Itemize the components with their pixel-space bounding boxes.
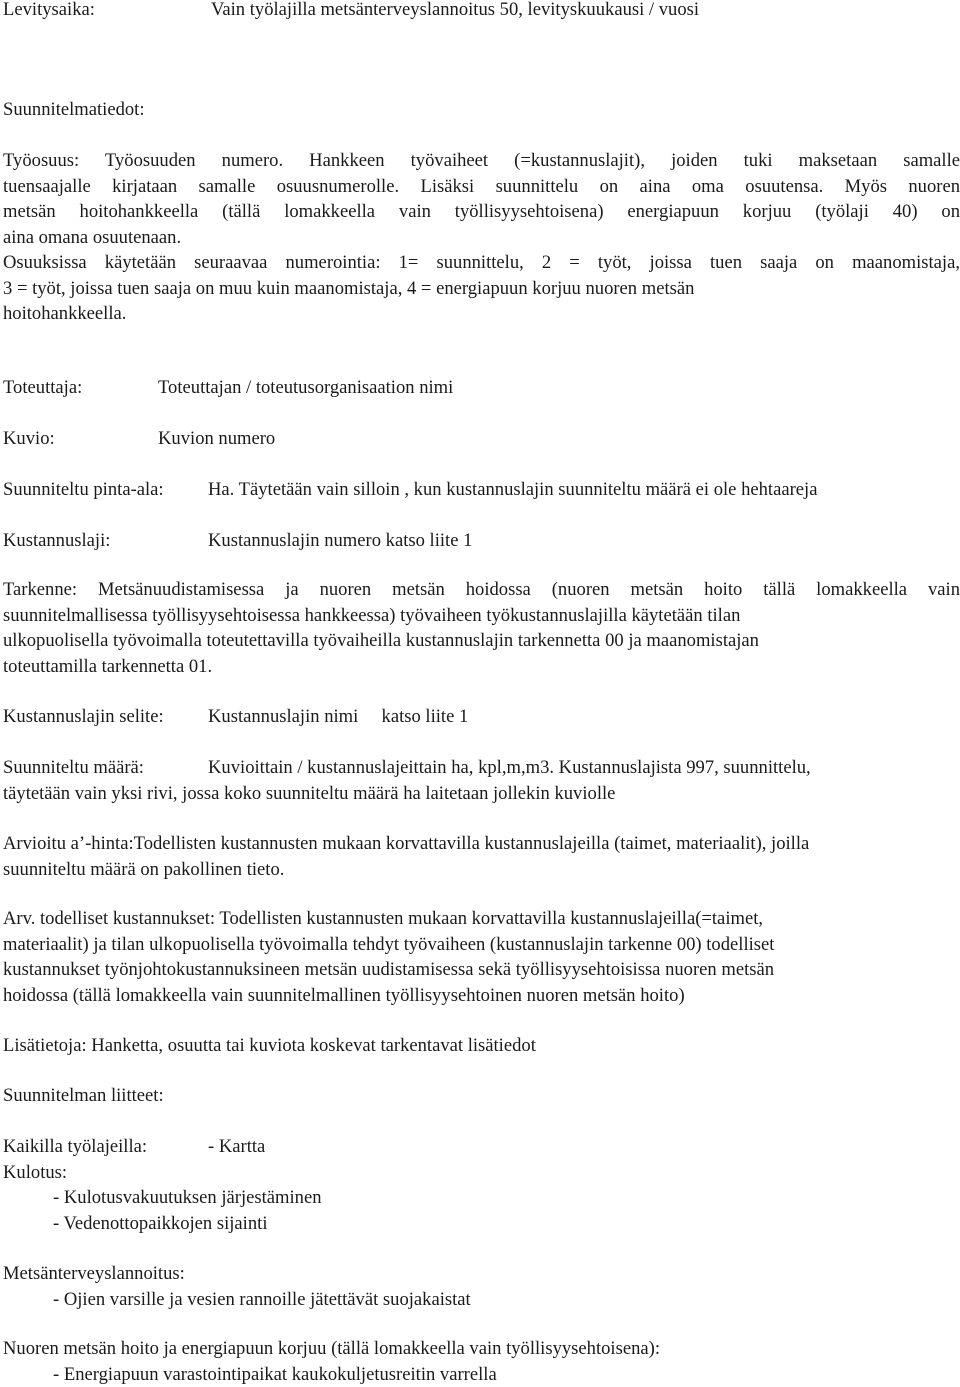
pinta-ala-row — [3, 477, 960, 503]
kaikilla-label: Kaikilla työlajeilla: — [3, 1134, 208, 1160]
tarkenne-line-4: toteuttamilla tarkennetta 01. — [3, 654, 960, 680]
kuvio-label: Kuvio: — [3, 426, 158, 452]
levitysaika-label: Levitysaika: — [3, 0, 211, 23]
kustannuslaji-value: Kustannuslajin numero katso liite 1 — [208, 530, 472, 551]
pinta-ala-label: Suunniteltu pinta-ala: — [3, 477, 208, 503]
arv-todelliset-paragraph — [3, 906, 960, 1008]
arvioitu-hinta-line-1: Arvioitu a’-hinta:Todellisten kustannusten mukaan korvattavilla kustannuslajeilla (taimet, materiaalit), joilla — [3, 831, 960, 857]
suunniteltu-maara-value: Kuvioittain / kustannuslajeittain ha, kpl,m,m3. Kustannuslajista 997, suunnittelu, — [208, 757, 811, 778]
kaikilla-value: - Kartta — [208, 1136, 265, 1157]
nuoren-metsan-label: Nuoren metsän hoito ja energiapuun korjuu (tällä lomakkeella vain työllisyysehtoisena): — [3, 1336, 960, 1362]
suunniteltu-maara-paragraph — [3, 755, 960, 806]
arvioitu-hinta-paragraph — [3, 831, 960, 882]
levitysaika-value: Vain työlajilla metsänterveyslannoitus 50, levityskuukausi / vuosi — [211, 0, 699, 20]
kulotus-label: Kulotus: — [3, 1160, 960, 1186]
toteuttaja-value: Toteuttajan / toteutusorganisaation nimi — [158, 377, 453, 398]
tyoosuus-line-5: Osuuksissa käytetään seuraavaa numerointia: 1= suunnittelu, 2 = työt, joissa tuen saaja on maanomistaja, — [3, 250, 960, 276]
tyoosuus-line-4: aina omana osuutenaan. — [3, 225, 960, 251]
kustannuslajin-selite-label: Kustannuslajin selite: — [3, 704, 208, 730]
kulotus-item-1: - Kulotusvakuutuksen järjestäminen — [3, 1185, 960, 1211]
tyoosuus-line-3: metsän hoitohankkeella (tällä lomakkeella vain työllisyysehtoisena) energiapuun korjuu (työlaji 40) on — [3, 199, 960, 225]
tyoosuus-line-2: tuensaajalle kirjataan samalle osuusnumerolle. Lisäksi suunnittelu on aina oma osuutensa. Myös nuoren — [3, 174, 960, 200]
kustannuslajin-selite-row — [3, 704, 960, 730]
tyoosuus-line-1: Työosuus: Työosuuden numero. Hankkeen työvaiheet (=kustannuslajit), joiden tuki maksetaan samalle — [3, 148, 960, 174]
suunnitelmatiedot-heading: Suunnitelmatiedot: — [3, 97, 960, 123]
toteuttaja-row — [3, 375, 960, 401]
metsanterveys-item-1: - Ojien varsille ja vesien rannoille jätettävät suojakaistat — [3, 1287, 960, 1313]
tarkenne-line-1: Tarkenne: Metsänuudistamisessa ja nuoren metsän hoidossa (nuoren metsän hoito tällä lomakkeella vain — [3, 577, 960, 603]
toteuttaja-label: Toteuttaja: — [3, 375, 158, 401]
kulotus-item-2: - Vedenottopaikkojen sijainti — [3, 1211, 960, 1237]
kuvio-value: Kuvion numero — [158, 428, 275, 449]
lisatietoja-row: Lisätietoja: Hanketta, osuutta tai kuviota koskevat tarkentavat lisätiedot — [3, 1033, 960, 1059]
metsanterveys-section — [3, 1261, 960, 1312]
nuoren-metsan-section — [3, 1336, 960, 1387]
arv-todelliset-line-2: materiaalit) ja tilan ulkopuolisella työvoimalla tehdyt työvaiheen (kustannuslajin tarkenne 00) todelliset — [3, 932, 960, 958]
liitteet-list — [3, 1134, 960, 1236]
kuvio-row — [3, 426, 960, 452]
suunniteltu-maara-line-2: täytetään vain yksi rivi, jossa koko suunniteltu määrä ha laitetaan jollekin kuviolle — [3, 781, 960, 807]
levitysaika-row — [3, 0, 960, 23]
arv-todelliset-line-4: hoidossa (tällä lomakkeella vain suunnitelmallinen työllisyysehtoinen nuoren metsän hoito) — [3, 983, 960, 1009]
pinta-ala-value: Ha. Täytetään vain silloin , kun kustannuslajin suunniteltu määrä ei ole hehtaareja — [208, 479, 817, 500]
tarkenne-line-3: ulkopuolisella työvoimalla toteutettavilla työvaiheilla kustannuslajin tarkennetta 00 ja maanomistajan — [3, 628, 960, 654]
tyoosuus-line-7: hoitohankkeella. — [3, 301, 960, 327]
nuoren-metsan-item-1: - Energiapuun varastointipaikat kaukokuljetusreitin varrella — [3, 1362, 960, 1387]
tyoosuus-paragraph — [3, 148, 960, 327]
metsanterveys-label: Metsänterveyslannoitus: — [3, 1261, 960, 1287]
tyoosuus-line-6: 3 = työt, joissa tuen saaja on muu kuin maanomistaja, 4 = energiapuun korjuu nuoren metsän — [3, 276, 960, 302]
kustannuslaji-row — [3, 528, 960, 554]
arvioitu-hinta-line-2: suunniteltu määrä on pakollinen tieto. — [3, 857, 960, 883]
suunniteltu-maara-label: Suunniteltu määrä: — [3, 755, 208, 781]
kustannuslaji-label: Kustannuslaji: — [3, 528, 208, 554]
arv-todelliset-line-1: Arv. todelliset kustannukset: Todellisten kustannusten mukaan korvattavilla kustannuslajeilla(=taimet, — [3, 906, 960, 932]
tarkenne-line-2: suunnitelmallisessa työllisyysehtoisessa hankkeessa) työvaiheen työkustannuslajilla käytetään tilan — [3, 603, 960, 629]
arv-todelliset-line-3: kustannukset työnjohtokustannuksineen metsän uudistamisessa sekä työllisyysehtoisissa nuoren metsän — [3, 957, 960, 983]
kustannuslajin-selite-value: Kustannuslajin nimi katso liite 1 — [208, 706, 468, 727]
tarkenne-paragraph — [3, 577, 960, 679]
liitteet-heading: Suunnitelman liitteet: — [3, 1083, 960, 1109]
